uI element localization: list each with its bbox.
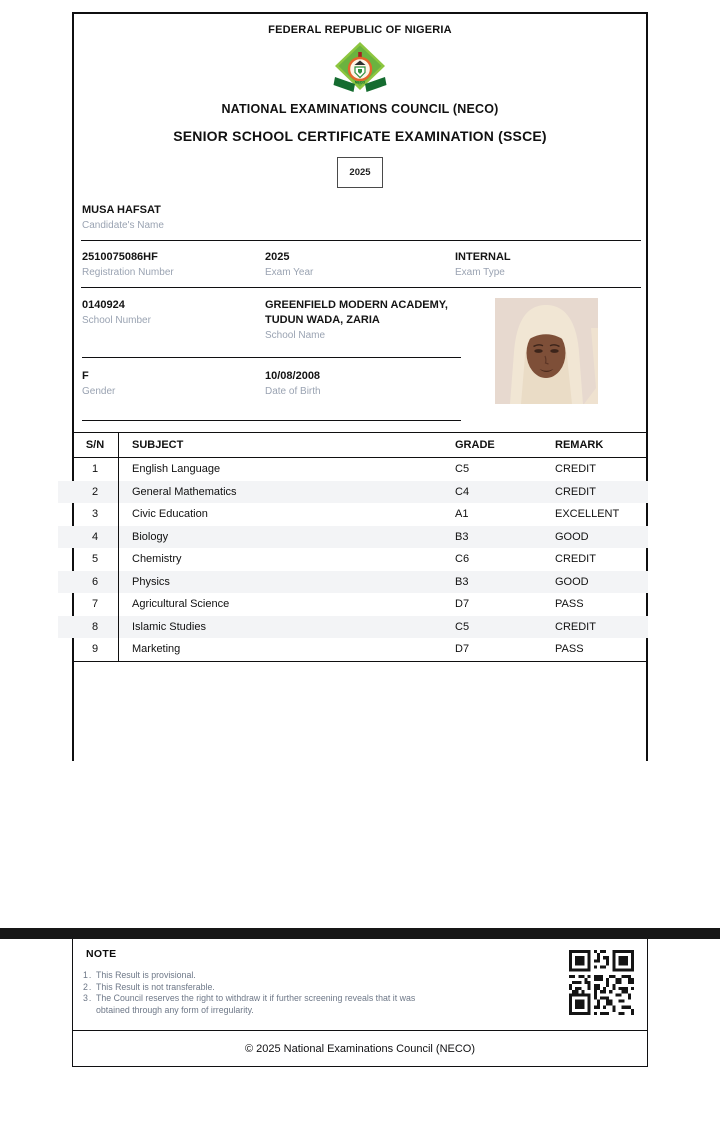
divider-line	[81, 240, 641, 241]
header-grade: GRADE	[455, 439, 495, 451]
cell-grade: A1	[455, 508, 469, 521]
date-of-birth-value: 10/08/2008	[265, 370, 321, 382]
header-sn: S/N	[72, 433, 119, 457]
results-table	[72, 432, 648, 662]
result-row	[72, 503, 648, 526]
candidate-name-label: Candidate's Name	[82, 220, 164, 231]
note-item	[83, 970, 455, 982]
cell-sn: 8	[72, 616, 119, 639]
cell-remark: PASS	[555, 598, 584, 611]
cell-subject: Physics	[132, 575, 170, 588]
exam-year-value: 2025	[265, 251, 290, 263]
candidate-name-value: MUSA HAFSAT	[82, 204, 161, 216]
school-name-line2: TUDUN WADA, ZARIA	[265, 314, 380, 326]
note-list	[83, 970, 455, 1016]
candidate-photo	[495, 298, 598, 404]
council-title: NATIONAL EXAMINATIONS COUNCIL (NECO)	[221, 102, 499, 116]
cell-remark: CREDIT	[555, 485, 596, 498]
cell-subject: English Language	[132, 463, 221, 476]
cell-sn: 9	[72, 638, 119, 661]
cell-sn: 4	[72, 526, 119, 549]
cell-subject: General Mathematics	[132, 485, 237, 498]
result-row	[72, 481, 648, 504]
note-item-text: The Council reserves the right to withdraw it if further screening reveals that it was obtained through any form of irregularity.	[96, 993, 416, 1015]
neco-logo-icon	[328, 41, 392, 95]
country-title: FEDERAL REPUBLIC OF NIGERIA	[268, 24, 452, 36]
header-remark: REMARK	[555, 439, 604, 451]
cell-subject: Chemistry	[132, 553, 182, 566]
result-row	[72, 526, 648, 549]
copyright-text: © 2025 National Examinations Council (NECO)	[244, 1042, 476, 1055]
cell-grade: D7	[455, 598, 470, 611]
school-name-line1: GREENFIELD MODERN ACADEMY,	[265, 299, 448, 311]
cell-sn: 1	[72, 458, 119, 481]
school-number-label: School Number	[82, 315, 151, 326]
exam-type-value: INTERNAL	[455, 251, 511, 263]
cell-sn: 7	[72, 593, 119, 616]
cell-grade: C5	[455, 463, 470, 476]
result-row	[72, 548, 648, 571]
certificate-card	[72, 12, 648, 761]
document-header	[72, 12, 648, 188]
exam-year-label: Exam Year	[265, 267, 314, 278]
registration-number-value: 2510075086HF	[82, 251, 158, 263]
school-name-label: School Name	[265, 330, 326, 341]
note-title: NOTE	[86, 948, 117, 960]
divider-line-partial	[82, 357, 461, 358]
page-break-bar	[0, 928, 720, 939]
cell-sn: 2	[72, 481, 119, 504]
exam-type-label: Exam Type	[455, 267, 505, 278]
cell-sn: 3	[72, 503, 119, 526]
candidate-name-row	[72, 201, 648, 232]
cell-remark: CREDIT	[555, 553, 596, 566]
cell-grade: C6	[455, 553, 470, 566]
note-item	[83, 982, 455, 994]
cell-grade: D7	[455, 643, 470, 656]
result-row	[72, 593, 648, 616]
registration-number-label: Registration Number	[82, 267, 174, 278]
result-row	[72, 616, 648, 639]
cell-remark: CREDIT	[555, 463, 596, 476]
date-of-birth-label: Date of Birth	[265, 386, 321, 397]
cell-subject: Biology	[132, 530, 169, 543]
cell-remark: EXCELLENT	[555, 508, 620, 521]
result-row	[72, 458, 648, 481]
registration-row	[72, 248, 648, 279]
result-row	[72, 571, 648, 594]
cell-grade: B3	[455, 530, 469, 543]
note-box	[72, 939, 648, 1067]
cell-subject: Islamic Studies	[132, 620, 206, 633]
cell-remark: PASS	[555, 643, 584, 656]
exam-title: SENIOR SCHOOL CERTIFICATE EXAMINATION (SSCE)	[173, 128, 547, 144]
cell-sn: 5	[72, 548, 119, 571]
header-subject: SUBJECT	[132, 439, 184, 451]
copyright-row	[73, 1031, 647, 1066]
cell-grade: C4	[455, 485, 470, 498]
qr-code	[569, 950, 634, 1015]
cell-grade: C5	[455, 620, 470, 633]
svg-text:NECO: NECO	[354, 80, 366, 85]
note-item-text: This Result is provisional.	[96, 970, 196, 980]
table-end-line	[72, 661, 648, 662]
note-item	[83, 993, 455, 1016]
cell-remark: GOOD	[555, 575, 589, 588]
note-item-text: This Result is not transferable.	[96, 981, 215, 992]
divider-line-partial	[82, 420, 461, 421]
cell-remark: GOOD	[555, 530, 589, 543]
results-table-header	[72, 432, 648, 458]
cell-grade: B3	[455, 575, 469, 588]
divider-line	[81, 287, 641, 288]
cell-subject: Civic Education	[132, 508, 208, 521]
gender-value: F	[82, 370, 89, 382]
cell-remark: CREDIT	[555, 620, 596, 633]
gender-label: Gender	[82, 386, 116, 397]
school-number-value: 0140924	[82, 299, 125, 311]
cell-subject: Marketing	[132, 643, 181, 656]
year-badge: 2025	[337, 157, 382, 188]
result-row	[72, 638, 648, 661]
cell-sn: 6	[72, 571, 119, 594]
cell-subject: Agricultural Science	[132, 598, 230, 611]
